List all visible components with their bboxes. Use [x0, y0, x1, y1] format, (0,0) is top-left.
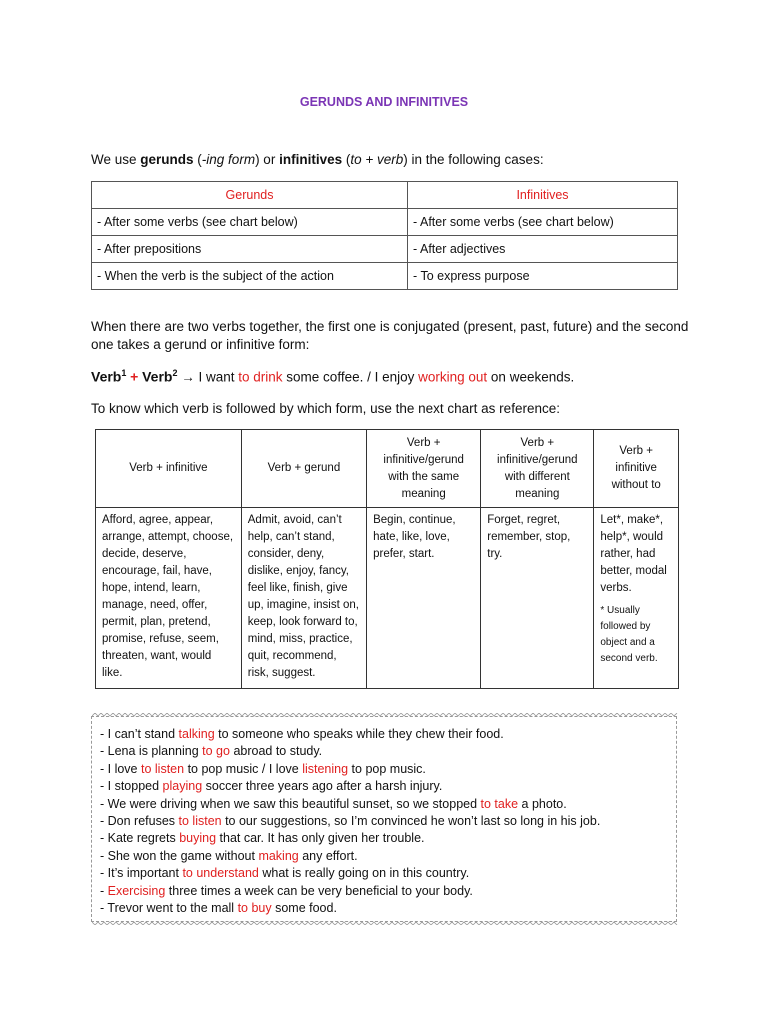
chart-cell-text: Let*, make*, help*, would rather, had better, modal verbs. [600, 514, 667, 594]
example-text: to our suggestions, so I’m convinced he won’t last so long in his job. [221, 814, 601, 829]
verb-line-text: some coffee. / I enjoy [282, 369, 419, 385]
intro-text: ( [342, 152, 351, 167]
example-text: to pop music / I love [184, 761, 303, 776]
zigzag-border-bottom [92, 919, 678, 925]
examples-box [91, 716, 677, 922]
example-text: - Don refuses [100, 814, 179, 829]
verb1-label: Verb [91, 368, 122, 385]
example-sentence [100, 778, 676, 795]
example-text: - Kate regrets [100, 831, 180, 846]
example-text: a photo. [518, 796, 567, 811]
intro-ing-form: -ing form [201, 152, 256, 167]
cases-cell: - After prepositions [92, 236, 408, 263]
example-text: - [100, 883, 108, 898]
verb2-label: Verb [142, 368, 173, 385]
chart-cell: Forget, regret, remember, stop, try. [481, 508, 594, 689]
intro-to-verb: to + verb [350, 152, 404, 167]
zigzag-border-top [92, 713, 678, 719]
chart-cell: Begin, continue, hate, like, love, prefer, start. [367, 508, 481, 689]
chart-footnote: * Usually followed by object and a second verb. [600, 605, 658, 664]
example-text: - Lena is planning [100, 744, 203, 759]
intro-text: We use [91, 152, 141, 167]
example-highlight: making [258, 848, 299, 863]
intro-text: ( [193, 152, 202, 167]
example-text: what is really going on in this country. [258, 866, 470, 881]
example-sentence [100, 848, 676, 865]
intro-text: ) in the following cases: [403, 152, 544, 167]
example-highlight: talking [178, 727, 215, 741]
chart-header: Verb + infinitive/gerund with different meaning [481, 430, 594, 508]
example-highlight: to listen [141, 761, 185, 776]
example-sentence [100, 743, 676, 760]
chart-header: Verb + gerund [241, 430, 366, 508]
example-sentence [100, 796, 676, 813]
chart-cell-without-to [594, 508, 679, 689]
chart-intro-text: To know which verb is followed by which form, use the next chart as reference: [91, 401, 560, 416]
example-sentence [100, 813, 676, 830]
example-sentence [100, 865, 676, 882]
example-highlight: to listen [178, 814, 222, 829]
example-text: - I stopped [100, 779, 163, 794]
cases-cell: - After some verbs (see chart below) [408, 209, 678, 236]
example-text: - It’s important [100, 866, 183, 881]
example-highlight: to take [480, 796, 519, 811]
example-text: - We were driving when we saw this beautiful sunset, so we stopped [100, 796, 481, 811]
verb1-superscript: 1 [121, 368, 127, 378]
explanation-paragraph: When there are two verbs together, the first one is conjugated (present, past, future) and the second one takes a gerund or infinitive form: [91, 319, 689, 352]
example-sentence [100, 726, 676, 743]
cases-cell: - To express purpose [408, 263, 678, 290]
cases-table [91, 181, 678, 290]
example-sentence [100, 761, 676, 778]
example-highlight: to understand [182, 866, 259, 881]
example-text: some food. [271, 901, 337, 916]
example-text: - I can’t stand [100, 727, 179, 741]
verb-line-highlight: working out [418, 369, 488, 385]
cases-cell: - When the verb is the subject of the action [92, 263, 408, 290]
example-sentence [100, 830, 676, 847]
example-highlight: buying [179, 831, 217, 846]
example-text: soccer three years ago after a harsh injury. [202, 779, 443, 794]
gerunds-header: Gerunds [92, 182, 408, 209]
verb-example-line [91, 368, 574, 385]
example-highlight: to go [202, 744, 230, 759]
verb-line-text: on weekends. [487, 369, 575, 385]
example-text: three times a week can be very beneficial to your body. [165, 883, 473, 898]
example-text: - Trevor went to the mall [100, 901, 238, 916]
example-text: that car. It has only given her trouble. [216, 831, 425, 846]
example-highlight: listening [302, 761, 349, 776]
example-text: any effort. [298, 848, 358, 863]
verb-line-highlight: to drink [238, 369, 283, 385]
intro-text: ) or [255, 152, 280, 167]
example-list [100, 726, 676, 917]
chart-cell: Admit, avoid, can’t help, can’t stand, consider, deny, dislike, enjoy, fancy, feel like, finish, give up, imagine, insist on, keep, look forward to, mind, miss, practice, quit, recommend, risk, suggest. [241, 508, 366, 689]
chart-cell: Afford, agree, appear, arrange, attempt, choose, decide, deserve, encourage, fail, have, hope, intend, learn, manage, need, offer, permit, plan, pretend, promise, refuse, seem, threaten, want, would like. [96, 508, 242, 689]
verb2-superscript: 2 [172, 368, 178, 378]
verb-line-text: I want [194, 369, 239, 385]
page-title: GERUNDS AND INFINITIVES [299, 95, 469, 109]
example-highlight: to buy [237, 901, 272, 916]
example-highlight: playing [162, 779, 203, 794]
verb-chart [95, 429, 679, 689]
chart-header: Verb + infinitive [96, 430, 242, 508]
cases-cell: - After some verbs (see chart below) [92, 209, 408, 236]
intro-gerunds: gerunds [140, 152, 194, 167]
arrow-icon: → [181, 369, 195, 385]
example-highlight: Exercising [107, 883, 166, 898]
cases-cell: - After adjectives [408, 236, 678, 263]
example-text: to pop music. [348, 761, 426, 776]
example-text: abroad to study. [229, 744, 323, 759]
intro-sentence [91, 152, 544, 167]
example-sentence [100, 900, 676, 917]
chart-header: Verb + infinitive without to [594, 430, 679, 508]
example-text: - She won the game without [100, 848, 259, 863]
example-text: to someone who speaks while they chew their food. [214, 727, 504, 741]
chart-header: Verb + infinitive/gerund with the same meaning [367, 430, 481, 508]
example-sentence [100, 883, 676, 900]
plus-sign: + [130, 368, 139, 385]
intro-infinitives: infinitives [279, 152, 343, 167]
example-text: - I love [100, 761, 141, 776]
infinitives-header: Infinitives [408, 182, 678, 209]
